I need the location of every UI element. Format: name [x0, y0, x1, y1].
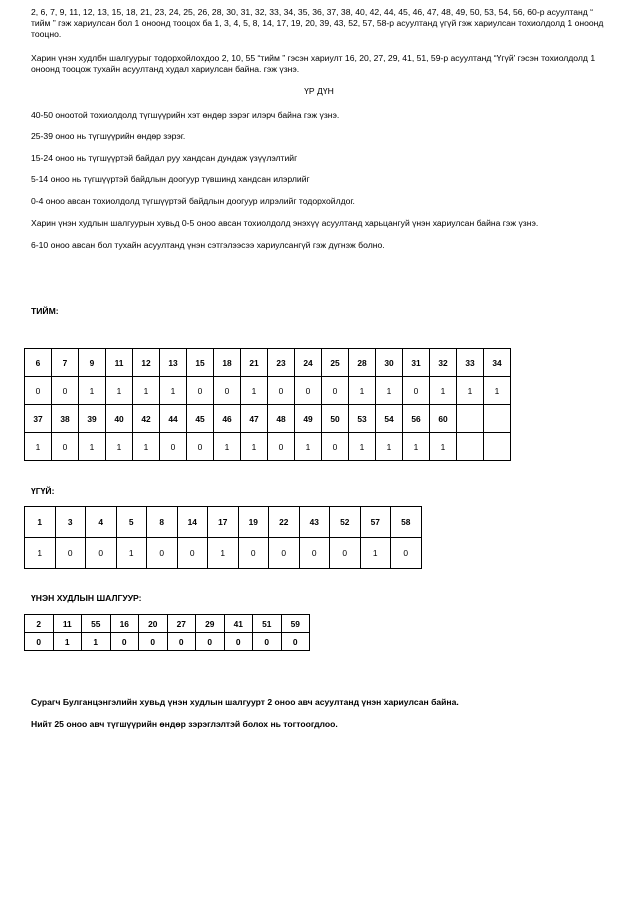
- table-cell: 4: [86, 507, 117, 538]
- result-line-7: 6-10 оноо авсан бол тухайн асуултанд үнэн сэтгэлээсээ хариулсангүй гэж дүгнэж болно.: [31, 240, 385, 250]
- table-cell: 38: [52, 405, 79, 433]
- table-cell: 0: [322, 433, 349, 461]
- table-cell: 0: [25, 633, 54, 651]
- table-cell: 34: [484, 349, 511, 377]
- table-cell: 11: [106, 349, 133, 377]
- table-cell: 0: [139, 633, 168, 651]
- table-cell: 0: [269, 538, 300, 569]
- table-row: [25, 405, 511, 433]
- table-cell: 1: [25, 538, 56, 569]
- table-cell: 40: [106, 405, 133, 433]
- table-cell: 0: [253, 633, 282, 651]
- table-row: [25, 538, 422, 569]
- table-cell: 1: [160, 377, 187, 405]
- truth-section-label: ҮНЭН ХУДЛЫН ШАЛГУУР:: [31, 593, 142, 603]
- yes-section-label: ТИЙМ:: [31, 306, 59, 316]
- no-table: [24, 506, 422, 569]
- table-cell: 0: [268, 377, 295, 405]
- table-cell: 1: [295, 433, 322, 461]
- table-cell: 58: [391, 507, 422, 538]
- table-cell: 1: [116, 538, 147, 569]
- table-cell: 29: [196, 615, 225, 633]
- table-cell: 0: [52, 433, 79, 461]
- table-cell: 1: [214, 433, 241, 461]
- table-cell: 0: [322, 377, 349, 405]
- table-cell: 23: [268, 349, 295, 377]
- table-row: [25, 433, 511, 461]
- table-cell: 0: [177, 538, 208, 569]
- table-cell: [484, 433, 511, 461]
- table-cell: 0: [214, 377, 241, 405]
- table-cell: 1: [430, 433, 457, 461]
- table-cell: 13: [160, 349, 187, 377]
- table-cell: 0: [268, 433, 295, 461]
- table-cell: 1: [79, 377, 106, 405]
- table-cell: 1: [25, 507, 56, 538]
- table-cell: 19: [238, 507, 269, 538]
- table-cell: 57: [360, 507, 391, 538]
- table-cell: 0: [52, 377, 79, 405]
- table-cell: 1: [376, 377, 403, 405]
- table-cell: 0: [86, 538, 117, 569]
- table-cell: 20: [139, 615, 168, 633]
- table-cell: 1: [133, 377, 160, 405]
- table-row: [25, 633, 310, 651]
- table-cell: 14: [177, 507, 208, 538]
- table-cell: 41: [224, 615, 253, 633]
- table-cell: 0: [110, 633, 139, 651]
- table-cell: 54: [376, 405, 403, 433]
- table-cell: [457, 405, 484, 433]
- table-cell: 1: [430, 377, 457, 405]
- conclusion-line-2: Нийт 25 оноо авч түгшүүрийн өндөр зэрэглэлтэй болох нь тогтоогдлоо.: [31, 719, 338, 729]
- table-cell: 15: [187, 349, 214, 377]
- table-cell: 9: [79, 349, 106, 377]
- table-cell: 0: [160, 433, 187, 461]
- table-cell: 0: [167, 633, 196, 651]
- table-cell: 27: [167, 615, 196, 633]
- table-cell: 0: [295, 377, 322, 405]
- table-cell: 47: [241, 405, 268, 433]
- table-cell: [484, 405, 511, 433]
- table-cell: 1: [360, 538, 391, 569]
- table-cell: 0: [238, 538, 269, 569]
- table-cell: 0: [25, 377, 52, 405]
- table-cell: 60: [430, 405, 457, 433]
- table-cell: 1: [349, 377, 376, 405]
- table-cell: 43: [299, 507, 330, 538]
- table-cell: 11: [53, 615, 82, 633]
- table-cell: 1: [25, 433, 52, 461]
- table-cell: 39: [79, 405, 106, 433]
- table-row: [25, 377, 511, 405]
- table-cell: 1: [376, 433, 403, 461]
- table-cell: 53: [349, 405, 376, 433]
- table-cell: 33: [457, 349, 484, 377]
- table-cell: 0: [196, 633, 225, 651]
- table-cell: 1: [53, 633, 82, 651]
- table-row: [25, 615, 310, 633]
- table-cell: 30: [376, 349, 403, 377]
- table-cell: 1: [457, 377, 484, 405]
- table-cell: 1: [133, 433, 160, 461]
- table-cell: 32: [430, 349, 457, 377]
- table-cell: 6: [25, 349, 52, 377]
- table-row: [25, 349, 511, 377]
- result-line-3: 15-24 оноо нь түгшүүртэй байдал руу хандсан дундаж үзүүлэлтийг: [31, 153, 298, 163]
- table-cell: 2: [25, 615, 54, 633]
- table-cell: 7: [52, 349, 79, 377]
- table-cell: 18: [214, 349, 241, 377]
- table-cell: 1: [106, 433, 133, 461]
- table-cell: 1: [106, 377, 133, 405]
- table-cell: [457, 433, 484, 461]
- table-cell: 21: [241, 349, 268, 377]
- result-line-6: Харин үнэн худлын шалгуурын хувьд 0-5 оноо авсан тохиолдолд энэхүү асуултанд харьцангуй үнэн хариулсан байна гэж үзнэ.: [31, 218, 539, 228]
- table-cell: 1: [484, 377, 511, 405]
- table-cell: 48: [268, 405, 295, 433]
- result-line-5: 0-4 оноо авсан тохиолдолд түгшүүртэй байдлын доогуур илрэлийг тодорхойлдог.: [31, 196, 355, 206]
- no-section-label: ҮГҮЙ:: [31, 486, 55, 496]
- results-title: ҮР ДҮН: [304, 86, 334, 96]
- table-cell: 1: [241, 433, 268, 461]
- table-cell: 0: [147, 538, 178, 569]
- table-cell: 17: [208, 507, 239, 538]
- table-cell: 0: [187, 433, 214, 461]
- table-cell: 45: [187, 405, 214, 433]
- result-line-2: 25-39 оноо нь түгшүүрийн өндөр зэрэг.: [31, 131, 186, 141]
- table-cell: 46: [214, 405, 241, 433]
- table-cell: 1: [241, 377, 268, 405]
- table-cell: 0: [391, 538, 422, 569]
- table-cell: 8: [147, 507, 178, 538]
- table-cell: 5: [116, 507, 147, 538]
- table-cell: 42: [133, 405, 160, 433]
- table-cell: 16: [110, 615, 139, 633]
- table-cell: 51: [253, 615, 282, 633]
- yes-table: [24, 348, 511, 461]
- table-cell: 55: [82, 615, 111, 633]
- table-cell: 49: [295, 405, 322, 433]
- conclusion-line-1: Сурагч Булганцэнгэлийн хувьд үнэн худлын шалгуурт 2 оноо авч асуултанд үнэн хариулсан байна.: [31, 697, 459, 707]
- table-cell: 59: [281, 615, 310, 633]
- result-line-4: 5-14 оноо нь түгшүүртэй байдлын доогуур түвшинд хандсан илэрлийг: [31, 174, 310, 184]
- table-cell: 0: [330, 538, 361, 569]
- table-cell: 3: [55, 507, 86, 538]
- table-cell: 0: [403, 377, 430, 405]
- table-cell: 50: [322, 405, 349, 433]
- table-row: [25, 507, 422, 538]
- table-cell: 0: [187, 377, 214, 405]
- table-cell: 1: [79, 433, 106, 461]
- table-cell: 56: [403, 405, 430, 433]
- table-cell: 31: [403, 349, 430, 377]
- table-cell: 1: [82, 633, 111, 651]
- table-cell: 0: [224, 633, 253, 651]
- intro-paragraph-2: Харин үнэн худлбн шалгуурыг тодорхойлохдоо 2, 10, 55 “тийм ” гэсэн хариулт 16, 20, 27, 29, 41, 51, 59-р асуултанд “Үгүй’ гэсэн тохиолдолд 1 оноонд тооцож тухайн асуултанд худал хариулсан байна. гэж үзнэ.: [31, 53, 596, 74]
- table-cell: 37: [25, 405, 52, 433]
- table-cell: 0: [55, 538, 86, 569]
- table-cell: 44: [160, 405, 187, 433]
- table-cell: 52: [330, 507, 361, 538]
- table-cell: 1: [403, 433, 430, 461]
- table-cell: 28: [349, 349, 376, 377]
- truth-table: [24, 614, 310, 651]
- table-cell: 1: [349, 433, 376, 461]
- table-cell: 24: [295, 349, 322, 377]
- table-cell: 0: [299, 538, 330, 569]
- table-cell: 22: [269, 507, 300, 538]
- table-cell: 25: [322, 349, 349, 377]
- table-cell: 0: [281, 633, 310, 651]
- table-cell: 1: [208, 538, 239, 569]
- intro-paragraph-1: 2, 6, 7, 9, 11, 12, 13, 15, 18, 21, 23, 24, 25, 26, 28, 30, 31, 32, 33, 34, 35, 36, 37, 38, 40, 42, 44, 45, 46, 47, 48, 49, 50, 53, 54, 56, 60-р асуултанд “ тийм ” гэж хариулсан бол 1 оноонд тооцох ба 1, 3, 4, 5, 8, 14, 17, 19, 20, 39, 43, 52, 57, 58-р асуултанд үгүй гэж хариулсан тохиолдолд 1 оноонд тооцно.: [31, 7, 604, 39]
- result-line-1: 40-50 оноотой тохиолдолд түгшүүрийн хэт өндөр зэрэг илэрч байна гэж үзнэ.: [31, 110, 340, 120]
- table-cell: 12: [133, 349, 160, 377]
